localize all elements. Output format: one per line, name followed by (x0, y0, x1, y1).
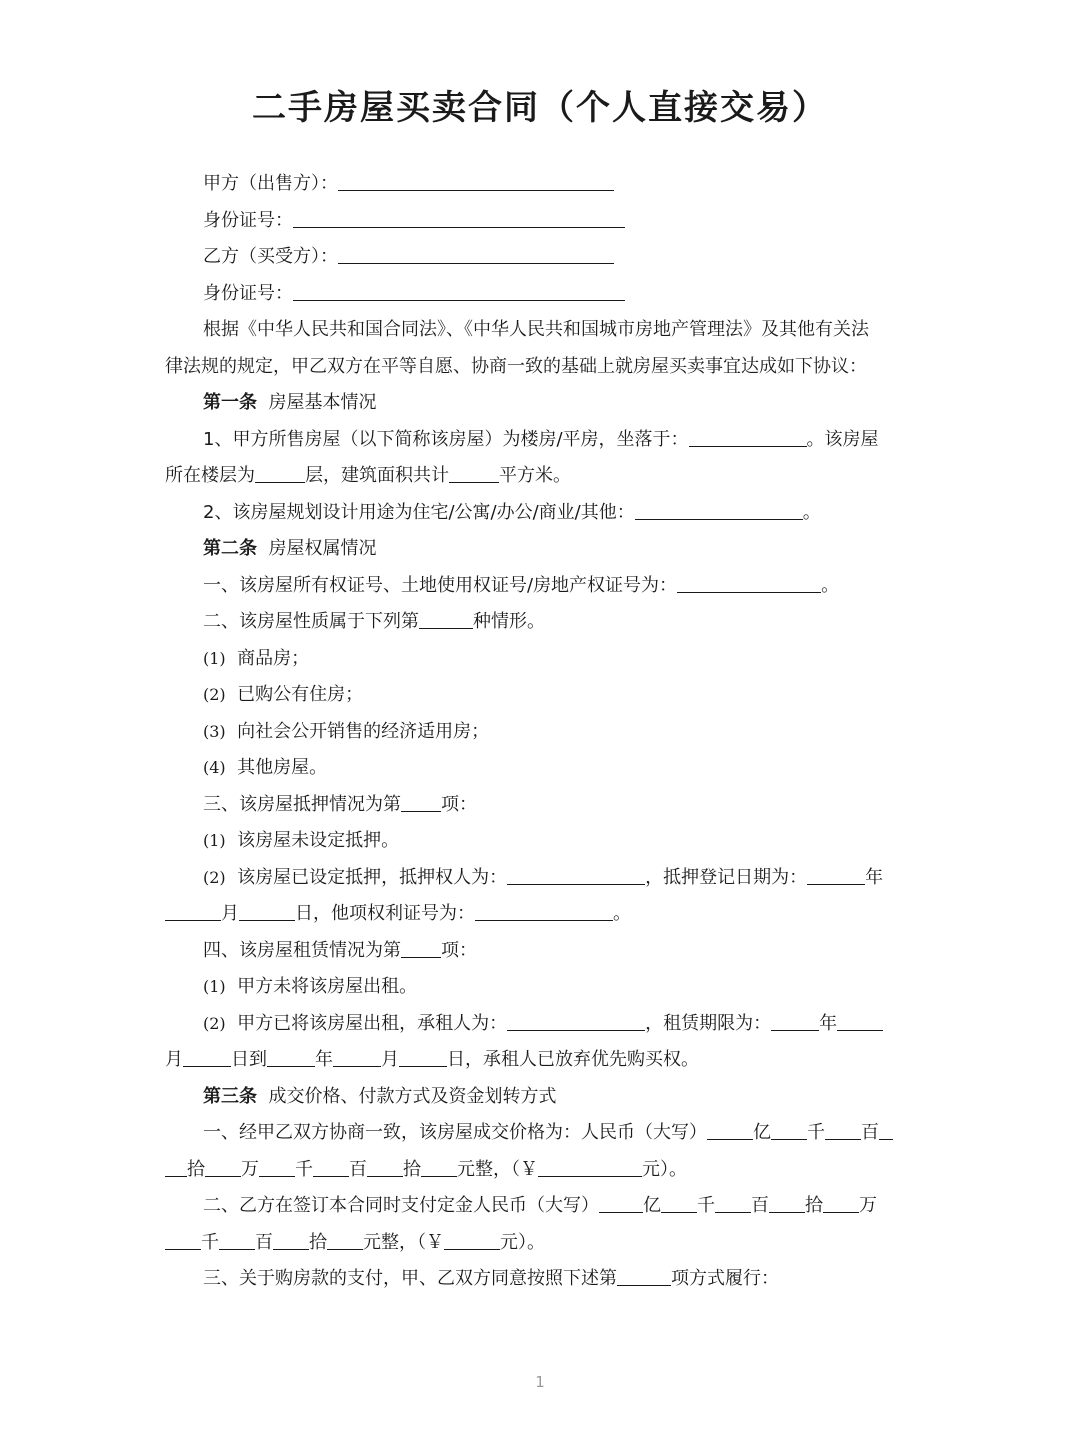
text: 月 (221, 903, 239, 924)
text: 年 (819, 1012, 838, 1034)
art3-clause-2-cont (165, 1225, 917, 1262)
text: 已购公有住房； (237, 684, 364, 705)
text: 1、甲方所售房屋（以下简称该房屋）为楼房/平房，坐落于： (203, 428, 689, 450)
text: 元）。 (500, 1231, 545, 1253)
deposit-wan-blank (823, 1190, 859, 1213)
price-yuan-blank (421, 1154, 457, 1177)
item-number: (4) (203, 758, 226, 777)
item-number: (2) (203, 867, 226, 887)
seller-label: 甲方（出售方）： (203, 173, 338, 194)
art1-clause-2 (165, 495, 917, 532)
list-item (165, 1006, 917, 1043)
buyer-id-blank (293, 278, 625, 301)
text: 万 (859, 1195, 877, 1216)
seller-id-line (165, 203, 917, 240)
text: 万 (241, 1158, 259, 1180)
text: 三、关于购房款的支付，甲、乙双方同意按照下述第 (203, 1268, 617, 1289)
text: 拾 (187, 1158, 205, 1180)
text: 拾 (309, 1231, 327, 1253)
text: 一、该房屋所有权证号、土地使用权证号/房地产权证号为： (203, 574, 678, 596)
text: 其他房屋。 (237, 757, 328, 778)
intro-line-1: 根据《中华人民共和国合同法》、《中华人民共和国城市房地产管理法》及其他有关法 (203, 319, 869, 340)
seller-blank (338, 168, 614, 191)
lease-end-day-blank (399, 1044, 447, 1067)
floor-blank (255, 460, 305, 483)
deposit-bai2-blank (219, 1227, 255, 1250)
text: 年 (865, 866, 884, 888)
text: 百 (349, 1158, 367, 1180)
text: 年 (315, 1049, 333, 1070)
right-cert-blank (475, 898, 613, 921)
lease-choice-blank (401, 935, 441, 958)
buyer-label: 乙方（买受方）： (203, 246, 338, 267)
text: 。 (821, 574, 840, 596)
art2-section-2 (165, 604, 917, 641)
art3-clause-3 (165, 1261, 917, 1298)
list-item (165, 641, 917, 678)
price-shi-blank (879, 1117, 893, 1140)
item-number: (3) (203, 721, 226, 741)
lease-start-month-blank (837, 1008, 883, 1031)
price-yi-blank (707, 1117, 753, 1140)
text: 拾 (403, 1158, 421, 1180)
article-2-title: 房屋权属情况 (268, 538, 377, 559)
seller-line (165, 166, 917, 203)
text: 向社会公开销售的经济适用房； (237, 720, 490, 742)
text: 千 (807, 1122, 825, 1143)
art3-clause-2 (165, 1188, 917, 1225)
text: 千 (295, 1158, 313, 1180)
page-number: 1 (535, 1373, 545, 1391)
mortgage-day-blank (239, 898, 295, 921)
lease-start-day-blank (183, 1044, 231, 1067)
text: 甲方已将该房屋出租，承租人为： (237, 1012, 508, 1034)
text: 所在楼层为 (165, 465, 255, 486)
deposit-shi-blank (769, 1190, 805, 1213)
deposit-yi-blank (599, 1190, 643, 1213)
text: 二、该房屋性质属于下列第 (203, 611, 419, 632)
article-1-number: 第一条 (203, 392, 257, 413)
price-qian2-blank (259, 1154, 295, 1177)
text: 日，承租人已放弃优先购买权。 (447, 1049, 699, 1070)
price-shi-blank-cont (165, 1154, 187, 1177)
page-title: 二手房屋买卖合同（个人直接交易） (252, 88, 828, 128)
text: 百 (255, 1231, 273, 1253)
article-3-heading (165, 1079, 917, 1116)
text: 该房屋未设定抵押。 (237, 830, 400, 851)
text: 百 (861, 1122, 879, 1143)
usage-blank (635, 497, 803, 520)
list-item (165, 823, 917, 860)
item-number: (2) (203, 1013, 226, 1033)
price-qian-blank (771, 1117, 807, 1140)
list-item-cont (165, 896, 917, 933)
intro-line-2: 律法规的规定，甲乙双方在平等自愿、协商一致的基础上就房屋买卖事宜达成如下协议： (165, 355, 867, 377)
list-item (165, 969, 917, 1006)
seller-id-blank (293, 205, 625, 228)
list-item (165, 714, 917, 751)
price-bai-blank (825, 1117, 861, 1140)
payment-method-blank (617, 1263, 671, 1286)
text: 一、经甲乙双方协商一致，该房屋成交价格为：人民币（大写） (203, 1122, 707, 1143)
text: 日到 (231, 1049, 267, 1070)
item-number: (1) (203, 831, 226, 850)
price-bai2-blank (313, 1154, 349, 1177)
item-number: (2) (203, 685, 226, 704)
type-choice-blank (419, 606, 473, 629)
area-blank (449, 460, 499, 483)
art2-section-1 (165, 568, 917, 605)
list-item (165, 860, 917, 897)
lease-end-month-blank (333, 1044, 381, 1067)
mortgage-choice-blank (401, 789, 441, 812)
text: 千 (697, 1195, 715, 1216)
text: 亿 (753, 1122, 771, 1143)
buyer-id-label: 身份证号： (203, 282, 293, 304)
text: ，租赁期限为： (645, 1012, 772, 1034)
price-number-blank (538, 1154, 642, 1177)
contract-body (165, 166, 917, 1298)
buyer-id-line (165, 276, 917, 313)
text: 三、该房屋抵押情况为第 (203, 793, 401, 815)
text: 项方式履行： (671, 1268, 779, 1289)
mortgage-year-blank (807, 862, 865, 885)
seller-id-label: 身份证号： (203, 209, 293, 231)
text: 该房屋已设定抵押，抵押权人为： (237, 866, 508, 888)
article-1-heading (165, 385, 917, 422)
buyer-line (165, 239, 917, 276)
deposit-yuan-blank (327, 1227, 363, 1250)
text: 拾 (805, 1195, 823, 1216)
lease-end-year-blank (267, 1044, 315, 1067)
tenant-blank (507, 1008, 645, 1031)
article-1-title: 房屋基本情况 (268, 392, 377, 413)
list-item-cont (165, 1042, 917, 1079)
text: 日，他项权利证号为： (295, 903, 475, 924)
text: 月 (165, 1049, 183, 1070)
text: 甲方未将该房屋出租。 (237, 976, 418, 997)
article-3-number: 第三条 (203, 1085, 257, 1107)
location-blank (689, 424, 807, 447)
art3-clause-1 (165, 1115, 917, 1152)
art2-section-3 (165, 787, 917, 824)
article-2-number: 第二条 (203, 538, 257, 559)
text: 。该房屋 (806, 428, 879, 450)
deposit-number-blank (444, 1227, 500, 1250)
text: 亿 (643, 1195, 661, 1216)
article-2-heading (165, 531, 917, 568)
mortgage-month-blank (165, 898, 221, 921)
text: 2、该房屋规划设计用途为住宅/公寓/办公/商业/其他： (203, 501, 635, 523)
text: 百 (751, 1195, 769, 1216)
text: 月 (381, 1049, 399, 1070)
text: 项： (441, 939, 477, 961)
text: 平方米。 (499, 465, 571, 486)
item-number: (1) (203, 977, 226, 996)
buyer-blank (338, 241, 614, 264)
art2-section-4 (165, 933, 917, 970)
deposit-bai-blank (715, 1190, 751, 1213)
lease-start-year-blank (771, 1008, 819, 1031)
mortgagee-blank (507, 862, 645, 885)
deposit-shi2-blank (273, 1227, 309, 1250)
deposit-qian2-blank (165, 1227, 201, 1250)
art3-clause-1-cont (165, 1152, 917, 1189)
art1-clause-1-cont (165, 458, 917, 495)
item-number: (1) (203, 648, 226, 668)
text: 。 (613, 903, 631, 924)
list-item (165, 677, 917, 714)
text: 商品房； (237, 647, 310, 669)
text: 种情形。 (473, 611, 545, 632)
list-item (165, 750, 917, 787)
text: 元）。 (642, 1158, 687, 1180)
text: 项： (441, 793, 477, 815)
price-wan-blank (205, 1154, 241, 1177)
text: 二、乙方在签订本合同时支付定金人民币（大写） (203, 1195, 599, 1216)
text: 元整，（￥ (363, 1231, 444, 1253)
deposit-qian-blank (661, 1190, 697, 1213)
text: 元整，（￥ (457, 1158, 538, 1180)
art1-clause-1 (165, 422, 917, 459)
text: 千 (201, 1231, 219, 1253)
article-3-title: 成交价格、付款方式及资金划转方式 (268, 1085, 557, 1107)
text: 层，建筑面积共计 (305, 465, 449, 486)
text: ，抵押登记日期为： (645, 866, 808, 888)
text: 。 (802, 501, 821, 523)
price-shi2-blank (367, 1154, 403, 1177)
cert-number-blank (677, 570, 821, 593)
text: 四、该房屋租赁情况为第 (203, 939, 401, 961)
